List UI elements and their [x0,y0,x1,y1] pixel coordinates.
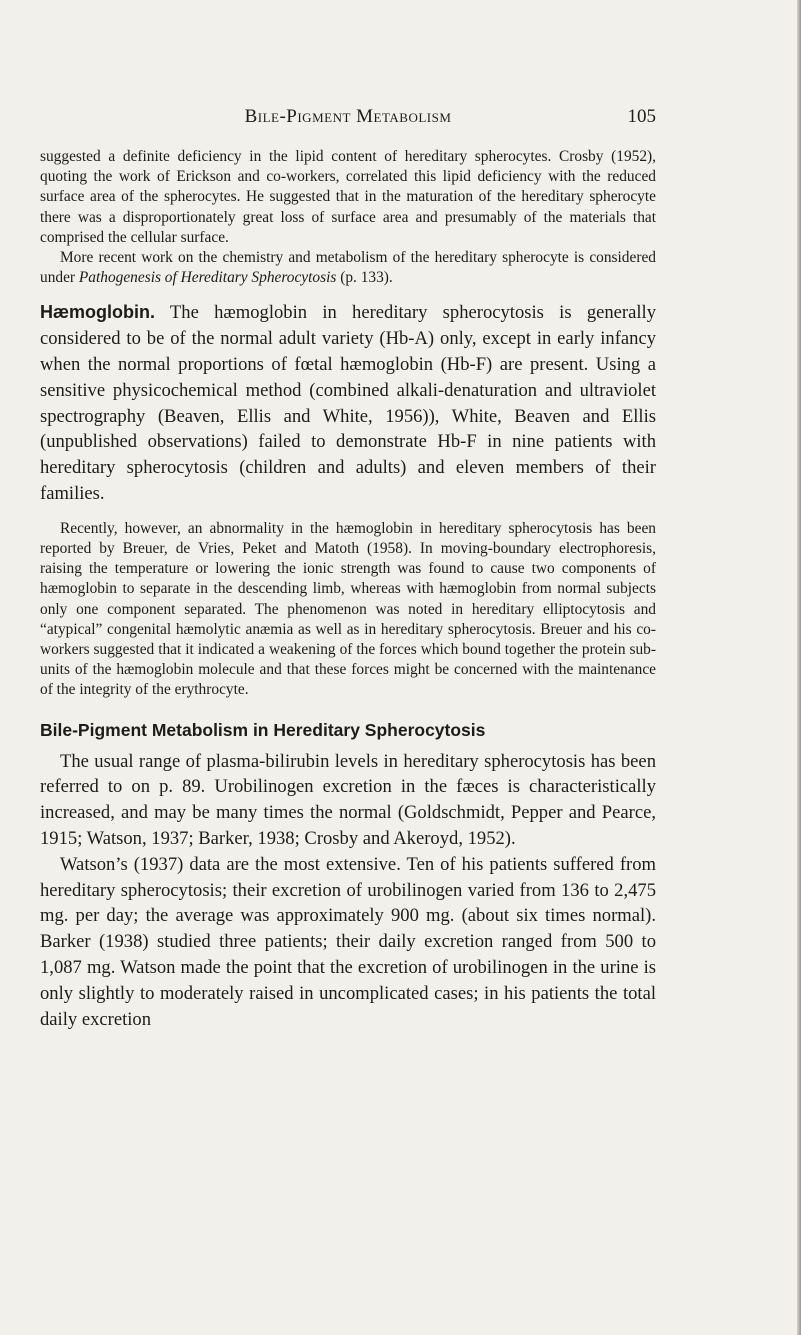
paragraph-more-recent-work [40,248,656,288]
running-title: Bile-Pigment Metabolism [244,106,452,127]
page-body [40,147,656,1032]
more-recent-text: More recent work on the chemistry and metabolism of the hereditary spherocyte is considered under [40,249,656,287]
paragraph-recent-abnormality: Recently, however, an abnormality in the hæmoglobin in hereditary spherocytosis has been reported by Breuer, de Vries, Peket and Matoth (1958). In moving-boundary electrophoresis, raising the temperature or lowering the ionic strength was found to cause two components of hæmoglobin to separate in the descending limb, whereas with hæmoglobin from normal subjects only one component separated. The phenomenon was noted in hereditary elliptocytosis and “atypical” congenital hæmolytic anæmia as well as in hereditary spherocytosis. Breuer and his co-workers suggested that it indicated a weakening of the forces which bound together the protein sub-units of the hæmoglobin molecule and that these forces might be concerned with the maintenance of the integrity of the erythrocyte. [40,519,656,699]
cross-reference-title: Pathogenesis of Hereditary Spherocytosis [78,269,337,287]
paragraph-plasma-bilirubin: The usual range of plasma-bilirubin levels in hereditary spherocytosis has been referred to on p. 89. Urobilinogen excretion in the fæces is characteristically increased, and may be many times the normal (Goldschmidt, Pepper and Pearce, 1915; Watson, 1937; Barker, 1938; Crosby and Akeroyd, 1952). [40,750,656,850]
paragraph-haemoglobin [40,300,656,506]
haemoglobin-heading: Hæmoglobin. [40,302,155,323]
running-head [40,106,656,136]
page-number: 105 [627,106,656,127]
haemoglobin-text: The hæmoglobin in hereditary spherocytosis is generally considered to be of the normal adult variety (Hb-A) only, except in early infancy when the normal proportions of fœtal hæmoglobin (Hb-F) are present. Using a sensitive physicochemical method (combined alkali-denaturation and ultraviolet spectrography (Beaven, Ellis and White, 1956)), White, Beaven and Ellis (unpublished observations) failed to demonstrate Hb-F in nine patients with hereditary spherocytosis (children and adults) and eleven members of their families. [40,302,656,504]
section-heading: Bile-Pigment Metabolism in Hereditary Spherocytosis [40,719,486,740]
page-edge [797,0,801,1335]
page-reference: (p. 133). [336,269,393,287]
paragraph-lipid-deficiency: suggested a definite deficiency in the lipid content of hereditary spherocytes. Crosby (1952), quoting the work of Erickson and co-workers, correlated this lipid deficiency with the reduced surface area of the spherocytes. He suggested that in the maturation of the hereditary spherocyte there was a disproportionately great loss of surface area and presumably of the materials that comprised the cellular surface. [40,148,656,246]
paragraph-watson-data: Watson’s (1937) data are the most extensive. Ten of his patients suffered from hereditary spherocytosis; their excretion of urobilinogen varied from 136 to 2,475 mg. per day; the average was approximately 900 mg. (about six times normal). Barker (1938) studied three patients; their daily excretion ranged from 500 to 1,087 mg. Watson made the point that the excretion of urobilinogen in the urine is only slightly to moderately raised in uncomplicated cases; in his patients the total daily excretion [40,853,656,1030]
